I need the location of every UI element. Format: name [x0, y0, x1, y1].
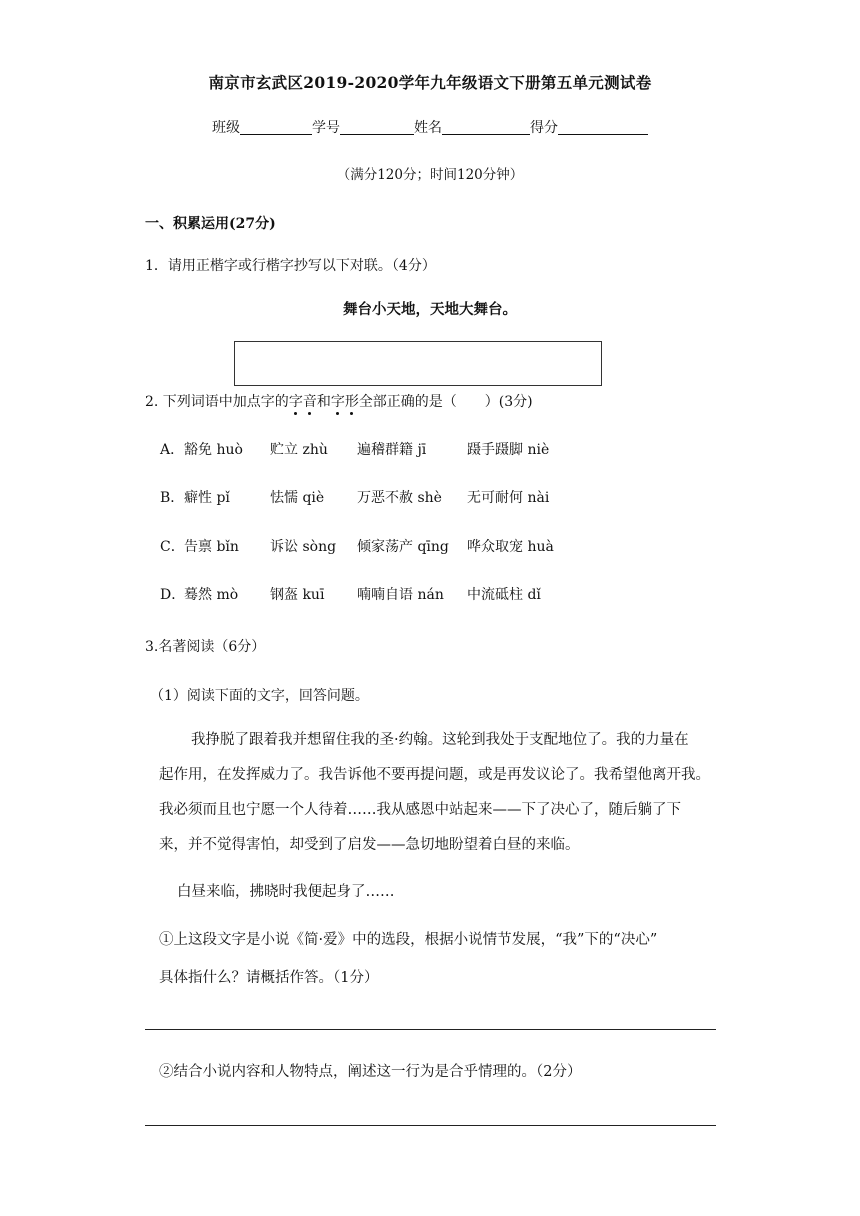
section-heading: 一、积累运用(27分)	[145, 216, 276, 232]
option-c-word-1: 告禀 bǐn	[184, 539, 239, 555]
option-d-word-4: 中流砥柱 dǐ	[467, 587, 541, 603]
subquestion-1-line-1: ①上这段文字是小说《简·爱》中的选段，根据小说情节发展，“我”下的“决心”	[159, 932, 658, 948]
number-blank[interactable]	[340, 120, 414, 135]
option-a-word-4: 蹑手蹑脚 niè	[467, 442, 550, 458]
option-c-label: C．	[160, 539, 185, 555]
couplet-text: 舞台小天地，天地大舞台。	[343, 301, 517, 318]
subquestion-1-line-2: 具体指什么？请概括作答。（1分）	[159, 970, 379, 986]
option-b-label: B．	[160, 490, 185, 506]
option-c-word-2: 诉讼 sòng	[270, 539, 337, 555]
subquestion-2: ②结合小说内容和人物特点，阐述这一行为是合乎情理的。（2分）	[159, 1064, 582, 1080]
copy-answer-box[interactable]	[234, 341, 602, 386]
name-label: 姓名	[414, 120, 442, 136]
option-b-word-2: 怯懦 qiè	[270, 490, 325, 506]
score-label: 得分	[530, 120, 558, 136]
passage-line-5: 白昼来临，拂晓时我便起身了……	[177, 884, 395, 900]
passage-line-2: 起作用，在发挥威力了。我告诉他不要再提问题，或是再发议论了。我希望他离开我。	[159, 767, 710, 783]
option-a-word-2: 贮立 zhù	[270, 442, 328, 458]
option-c-word-4: 哗众取宠 huà	[467, 539, 554, 555]
number-label: 学号	[312, 120, 340, 136]
question-1-prompt: 1．请用正楷字或行楷字抄写以下对联。（4分）	[145, 258, 436, 274]
option-d-label: D．	[160, 587, 186, 603]
class-label: 班级	[212, 120, 240, 136]
option-d-word-2: 钢盔 kuī	[270, 587, 325, 603]
class-blank[interactable]	[240, 120, 312, 135]
answer-line-1[interactable]	[145, 1029, 716, 1030]
option-b-word-4: 无可耐何 nài	[467, 490, 550, 506]
option-d-word-3: 喃喃自语 nán	[357, 587, 444, 603]
option-d-word-1: 蓦然 mò	[184, 587, 239, 603]
option-a-word-3: 遍稽群籍 jī	[357, 442, 427, 458]
passage-line-1: 我挣脱了跟着我并想留住我的圣·约翰。这轮到我处于支配地位了。我的力量在	[191, 732, 689, 748]
passage-line-4: 来，并不觉得害怕，却受到了启发——急切地盼望着白昼的来临。	[159, 837, 580, 853]
student-info-line	[0, 117, 860, 137]
option-a-word-1: 豁免 huò	[184, 442, 243, 458]
score-blank[interactable]	[558, 120, 648, 135]
question-3-prompt: 3.名著阅读（6分）	[145, 639, 266, 655]
option-a-label: A．	[160, 442, 185, 458]
exam-meta: （满分120分；时间120分钟）	[336, 167, 524, 183]
name-blank[interactable]	[442, 120, 530, 135]
question-3-sub1: （1）阅读下面的文字，回答问题。	[150, 688, 369, 704]
page-title: 南京市玄武区2019-2020学年九年级语文下册第五单元测试卷	[208, 73, 652, 92]
option-c-word-3: 倾家荡产 qīng	[357, 539, 449, 555]
question-2-prompt: 2. 下列词语中加点字的字音和字形全部正确的是（ ）(3分)	[145, 394, 533, 410]
option-b-word-1: 癖性 pǐ	[184, 490, 230, 506]
option-b-word-3: 万恶不赦 shè	[357, 490, 442, 506]
answer-line-2[interactable]	[145, 1125, 716, 1126]
passage-line-3: 我必须而且也宁愿一个人待着……我从感恩中站起来——下了决心了，随后躺了下	[159, 802, 681, 818]
